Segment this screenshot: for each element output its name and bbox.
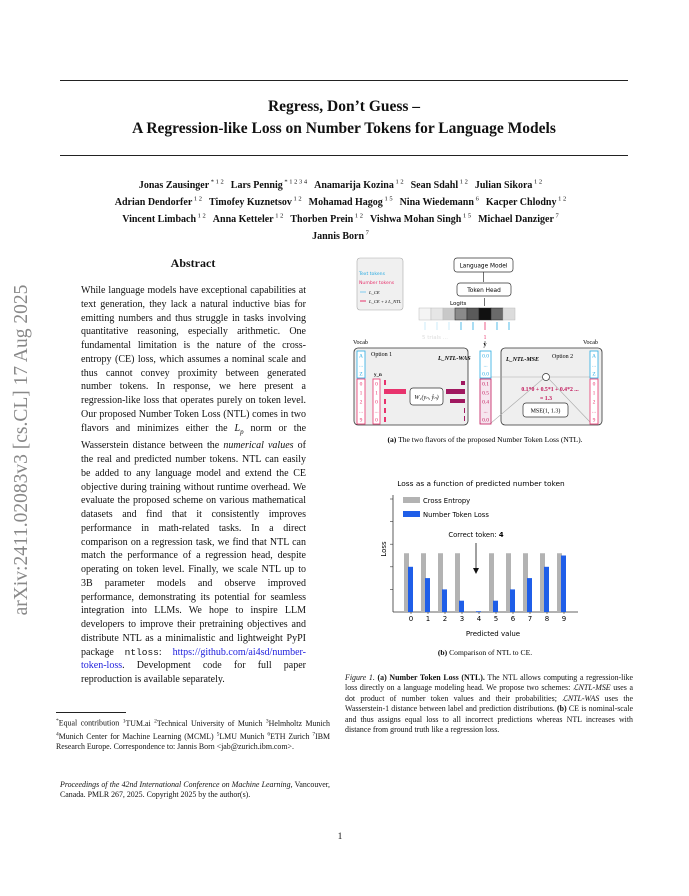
- author-name: Mohamad Hagog: [308, 197, 383, 209]
- chart-title: Loss as a function of predicted number token: [397, 479, 565, 488]
- author: [209, 197, 302, 208]
- logit-cell: [431, 308, 443, 320]
- logit-cell: [455, 308, 467, 320]
- author-name: Jannis Born: [312, 230, 365, 242]
- caption-b: [438, 648, 532, 657]
- trials-label: 5 trials ...: [422, 335, 448, 341]
- proceedings-details: , Vancouver, Canada. PMLR 267, 2025. Copyright 2025 by the author(s).: [60, 780, 330, 800]
- x-tick-label: 3: [459, 615, 465, 623]
- caption-bold-a: (a) Number Token Loss (NTL).: [377, 673, 485, 682]
- caption-b-label: (b): [437, 648, 448, 657]
- vocab-left-cell: ...: [358, 362, 364, 369]
- yn-column-cell: 0: [375, 399, 378, 406]
- bar-ntl-0: [408, 567, 413, 612]
- caption-text: The NTL allows computing a regression-like loss directly on a language modeling head. We propose two schemes:: [345, 673, 633, 693]
- vocab-left-cell: 1: [359, 390, 363, 397]
- vocab-left-cell: 2: [359, 399, 363, 406]
- annotation-text: Correct token:: [448, 531, 499, 539]
- author: [122, 214, 206, 225]
- title-top-rule: [60, 80, 628, 81]
- mse-label: MSE(1, 1.3): [530, 408, 561, 415]
- figure-label: Figure 1.: [345, 673, 375, 682]
- bar-ntl-1: [425, 578, 430, 612]
- x-tick-label: 9: [561, 615, 567, 623]
- author-name: Timofey Kuznetsov: [209, 197, 292, 209]
- affiliations: $^1$TUM.ai $^2$Technical University of Munich $^3$Helmholtz Munich $^4$Munich Center for Machine Learning (MCML) $^5$LMU Munich $^6$ETH Zurich $^7$IBM Research Europe.: [56, 718, 330, 751]
- author-affiliation: 1 2: [273, 212, 284, 220]
- author-name: Lars Pennig: [230, 180, 283, 192]
- yhat-column-cell: 0.0: [482, 371, 489, 378]
- caption-a: [387, 435, 582, 444]
- vocab-right-cell: A: [592, 353, 596, 360]
- logit-cell: [443, 308, 455, 320]
- author-affiliation: 1 2: [458, 179, 468, 186]
- prediction-bar: [461, 381, 465, 385]
- lp-math: $L_p$: [234, 422, 244, 436]
- arxiv-stamp: [11, 284, 33, 616]
- x-tick-label: 7: [527, 615, 533, 623]
- vocab-left-cell: A: [359, 353, 363, 360]
- bar-ntl-3: [459, 601, 464, 612]
- author-affiliation: 7: [364, 229, 369, 237]
- arrow-head-icon: [473, 568, 479, 574]
- author-affiliation: 1 2: [196, 212, 206, 220]
- yhat-column-cell: ...: [483, 362, 488, 369]
- x-tick-label: 4: [476, 615, 482, 623]
- yn-column-cell: 0: [375, 417, 378, 424]
- caption-text: uses a dot product of number token values and their probabilities;: [345, 683, 633, 703]
- figure-caption: [345, 673, 633, 735]
- prediction-bar: [464, 408, 465, 413]
- proceedings-venue: Proceedings of the 42nd International Conference on Machine Learning: [60, 780, 291, 789]
- paper-title: [60, 96, 628, 140]
- prediction-bar: [464, 416, 465, 421]
- yhat-column-cell: 0.4: [482, 399, 489, 406]
- author-name: Julian Sikora: [474, 180, 533, 192]
- prediction-bar: [450, 399, 465, 403]
- loss-chart: [360, 470, 610, 660]
- correct-token-annotation: [448, 531, 503, 539]
- annotation-value: 4: [498, 531, 504, 539]
- target-bar: [384, 408, 386, 413]
- footnote: *Equal contribution $^1$TUM.ai $^2$Technical University of Munich $^3$Helmholtz Munich $^4$Munich Center for Machine Learning (MCML) $^5$LMU Munich $^6$ETH Zurich $^7$IBM Research Europe. Correspondence to: Jannis Born <jab@zurich.ibm.com>.: [56, 718, 330, 751]
- author-affiliation: 7: [553, 212, 559, 220]
- legend-label: Number Token Loss: [423, 511, 489, 519]
- correspondence: Correspondence to: Jannis Born <jab@zurich.ibm.com>.: [113, 741, 294, 751]
- author: [213, 214, 284, 225]
- caption-b-text: Comparison of NTL to CE.: [449, 648, 533, 657]
- equal-contribution: Equal contribution: [58, 718, 123, 728]
- abstract-body: [81, 284, 306, 687]
- option2-label: Option 2: [552, 354, 574, 360]
- author-affiliation: 1 2: [192, 195, 203, 203]
- l-was-label: L_NTL-WAS: [438, 356, 471, 362]
- abstract-heading: Abstract: [170, 256, 216, 270]
- y-axis-label: Loss: [380, 541, 388, 557]
- author: [370, 214, 471, 225]
- legend-text-tokens: Text tokens: [359, 272, 385, 277]
- vocab-right-cell: 9: [592, 417, 596, 424]
- x-tick-label: 5: [493, 615, 499, 623]
- title-line-1: Regress, Don’t Guess –: [267, 98, 421, 115]
- author-affiliation: 1 2: [532, 179, 543, 186]
- ntl-diagram: [340, 250, 630, 450]
- author-name: Kacper Chlodny: [485, 197, 557, 209]
- logit-cell: [503, 308, 515, 320]
- language-model-label: Language Model: [459, 263, 508, 270]
- abstract-text: . Development code for full paper reproduction is available separately.: [81, 660, 306, 685]
- x-tick-label: 0: [408, 615, 414, 623]
- author: [400, 197, 479, 208]
- author-name: Nina Wiedemann: [399, 197, 474, 209]
- author-list: [60, 176, 628, 243]
- author: [478, 214, 559, 225]
- author: [314, 180, 403, 191]
- author: [139, 180, 224, 191]
- author-name: Sean Sdahl: [410, 180, 459, 192]
- vocab-left-cell: 9: [359, 417, 363, 424]
- target-bar: [384, 417, 386, 422]
- abstract-emphasis: numerical values: [223, 440, 294, 452]
- arxiv-id: arXiv:2411.02083v3 [cs.CL] 17 Aug 2025: [11, 284, 32, 616]
- author-affiliation: * 1 2: [209, 179, 224, 186]
- abstract-text: :: [158, 646, 173, 658]
- legend-label: Cross Entropy: [423, 497, 471, 505]
- package-name: ntloss: [124, 646, 159, 658]
- legend-ce: L_CE: [369, 290, 380, 295]
- dot-product-icon: [543, 374, 550, 381]
- vocab-right-cell: 0: [592, 381, 596, 388]
- bar-ntl-2: [442, 589, 447, 612]
- author-affiliation: 1 2: [556, 195, 567, 203]
- author-affiliation: * 1 2 3 4: [282, 179, 308, 186]
- author: [309, 197, 393, 208]
- author: [290, 214, 363, 225]
- target-bar: [384, 380, 386, 385]
- mse-formula: 0.1*0 + 0.5*1 + 0.4*2 ...: [521, 387, 579, 393]
- caption-a-text: The two flavors of the proposed Number Token Loss (NTL).: [398, 435, 583, 444]
- y-ticks: [390, 499, 393, 589]
- prediction-bar: [446, 389, 465, 394]
- mse-formula-result: = 1.3: [540, 396, 552, 402]
- author-affiliation: 1 2: [393, 179, 404, 186]
- abstract-text: norm or the Wasserstein distance between the: [81, 422, 307, 452]
- caption-a-label: (a): [387, 435, 397, 444]
- legend-number-tokens: Number tokens: [359, 281, 395, 286]
- target-bar: [384, 399, 386, 404]
- vocab-left-cell: Z: [359, 371, 363, 378]
- x-tick-label: 8: [544, 615, 550, 623]
- author-name: Jonas Zausinger: [138, 180, 210, 192]
- legend-swatch: [403, 511, 420, 517]
- x-tick-label: 1: [425, 615, 431, 623]
- title-bottom-rule: [60, 155, 628, 156]
- yhat-column-cell: 0.0: [482, 417, 489, 424]
- bar-ntl-7: [527, 578, 532, 612]
- logit-cell: [419, 308, 431, 320]
- bar-ntl-9: [561, 556, 566, 613]
- bar-ntl-8: [544, 567, 549, 612]
- author-name: Vincent Limbach: [122, 213, 197, 225]
- caption-text: uses the Wasserstein-1 distance between label and prediction distributions.: [345, 693, 633, 714]
- x-tick-labels: [409, 612, 566, 623]
- author-affiliation: 1 5: [461, 212, 472, 220]
- yn-label: y_n: [374, 373, 382, 378]
- yhat-column-cell: 0.0: [482, 353, 489, 360]
- logit-cell: [467, 308, 479, 320]
- proceedings-note: [60, 780, 330, 801]
- bar-ntl-4: [476, 611, 481, 612]
- author-name: Vishwa Mohan Singh: [370, 213, 462, 225]
- vocab-right-cell: ...: [591, 362, 597, 369]
- bar-ntl-5: [493, 601, 498, 612]
- footnote-rule: [56, 712, 126, 713]
- bars: [404, 553, 566, 612]
- vocab-right-cell: 1: [592, 390, 596, 397]
- author-name: Michael Danziger: [478, 213, 554, 225]
- yn-column-cell: ...: [374, 408, 379, 415]
- legend-swatch: [403, 497, 420, 503]
- vocab-right-cell: Z: [592, 371, 596, 378]
- author-affiliation: 1 5: [382, 195, 393, 203]
- x-tick-label: 2: [442, 615, 448, 623]
- title-line-2: A Regression-like Loss on Number Tokens for Language Models: [132, 120, 556, 137]
- target-one: 1: [483, 335, 487, 341]
- vocab-left-cell: ...: [358, 408, 364, 415]
- option1-label: Option 1: [371, 352, 393, 358]
- logits-label: Logits: [450, 301, 467, 307]
- x-axis-label: Predicted value: [465, 630, 521, 638]
- author: [115, 197, 202, 208]
- yhat-column-cell: ...: [483, 408, 488, 415]
- target-bar: [384, 389, 406, 394]
- author-name: Anamarija Kozina: [314, 180, 394, 192]
- chart-legend: [403, 497, 489, 519]
- logits-bar: [419, 308, 515, 330]
- logit-cell: [479, 308, 491, 320]
- yhat-column-cell: 0.5: [482, 390, 489, 397]
- author: [486, 197, 566, 208]
- yn-column-cell: 1: [375, 390, 378, 397]
- github-link[interactable]: https://github.com/ai4sd/number-token-loss: [81, 646, 306, 672]
- vocab-left-cell: 0: [359, 381, 363, 388]
- x-tick-label: 6: [510, 615, 516, 623]
- vocab-label-right: Vocab: [583, 340, 598, 346]
- caption-text: CE is nominal-scale and thus assigns equal loss to all incorrect predictions whereas NTL increases with distance from ground truth like a regression loss.: [345, 704, 633, 735]
- author: [411, 180, 468, 191]
- w1-label: W₁(yₙ, ŷₙ): [414, 395, 439, 401]
- token-head-label: Token Head: [467, 288, 501, 294]
- l-mse-label: L_NTL-MSE: [506, 357, 539, 363]
- author: [312, 231, 369, 242]
- bar-ntl-6: [510, 589, 515, 612]
- was-symbol: ℒNTL-WAS: [562, 693, 600, 703]
- mse-symbol: ℒNTL-MSE: [572, 683, 611, 693]
- logit-cell: [491, 308, 503, 320]
- author-name: Thorben Prein: [290, 213, 354, 225]
- vocab-right-cell: 2: [592, 399, 596, 406]
- author-name: Adrian Dendorfer: [114, 197, 193, 209]
- caption-bold-b: (b): [557, 704, 567, 714]
- vocab-label-left: Vocab: [353, 340, 368, 346]
- vocab-right-cell: ...: [591, 408, 597, 415]
- author-affiliation: 1 2: [353, 212, 363, 220]
- author-affiliation: 1 2: [291, 195, 302, 203]
- page-number: 1: [337, 832, 343, 842]
- legend-ce-ntl: L_CE + λ L_NTL: [369, 299, 402, 304]
- yhat-column-cell: 0.1: [482, 381, 489, 388]
- author-affiliation: 6: [473, 195, 479, 203]
- yn-column-cell: 0: [375, 381, 378, 388]
- author: [231, 180, 307, 191]
- yhat-label: ŷ: [483, 341, 487, 348]
- author: [475, 180, 542, 191]
- author-name: Anna Ketteler: [212, 213, 274, 225]
- abstract-text: of the real and predicted number tokens. NTL can easily be added to any language model and extend the CE objective during training without runtime overhead. We evaluate the proposed scheme on various mathematical datasets and find that it consistently improves performance in math-related tasks. In a direct comparison on a regression task, we find that NTL can match the performance of a regression head, despite operating on token level. Finally, we scale NTL up to 3B parameter models and observe improved performance, demonstrating its potential for seamless integration into LLMs. We hope to inspire LLM developers to improve their pretraining objectives and distribute NTL as a minimalistic and lightweight PyPI package: [81, 440, 306, 658]
- abstract-text: While language models have exceptional capabilities at text generation, they lack a natural inductive bias for emitting numbers and thus struggle in tasks involving quantitative reasoning, especially arithmetic. One fundamental limitation is the nature of the cross-entropy (CE) loss, which assumes a nominal scale and thus cannot convey proximity between generated number tokens. In response, we here present a regression-like loss that operates purely on token level. Our proposed Number Token Loss (NTL) comes in two flavors and minimizes either the: [81, 285, 306, 434]
